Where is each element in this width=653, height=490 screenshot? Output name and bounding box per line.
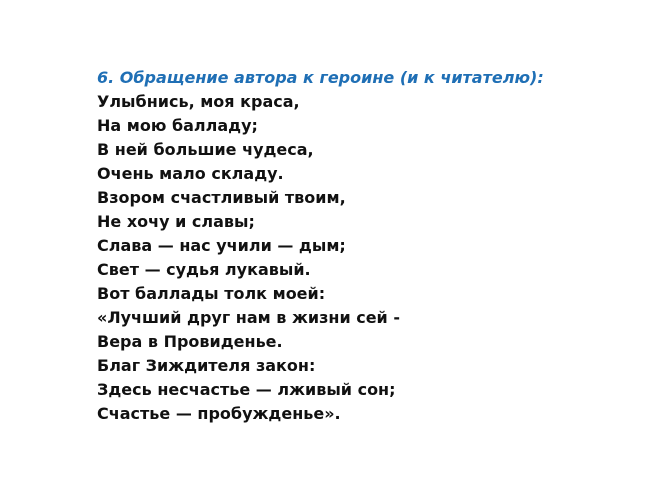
- poem-line: Не хочу и славы;: [97, 212, 255, 231]
- section-heading: 6. Обращение автора к героине (и к читателю):: [97, 68, 544, 87]
- poem-line: Свет — судья лукавый.: [97, 260, 311, 279]
- poem-line: Взором счастливый твоим,: [97, 188, 346, 207]
- poem-line: Благ Зиждителя закон:: [97, 356, 316, 375]
- poem-line: Улыбнись, моя краса,: [97, 92, 300, 111]
- poem-lines: [97, 90, 637, 426]
- poem-line: Здесь несчастье — лживый сон;: [97, 380, 396, 399]
- poem-line: Вера в Провиденье.: [97, 332, 283, 351]
- poem-line: «Лучший друг нам в жизни сей -: [97, 308, 400, 327]
- poem-line: В ней большие чудеса,: [97, 140, 314, 159]
- poem-line: Очень мало складу.: [97, 164, 284, 183]
- poem-line: На мою балладу;: [97, 116, 258, 135]
- poem-line: Вот баллады толк моей:: [97, 284, 326, 303]
- poem-line: Слава — нас учили — дым;: [97, 236, 346, 255]
- slide-content: [97, 66, 637, 426]
- poem-line: Счастье — пробужденье».: [97, 404, 341, 423]
